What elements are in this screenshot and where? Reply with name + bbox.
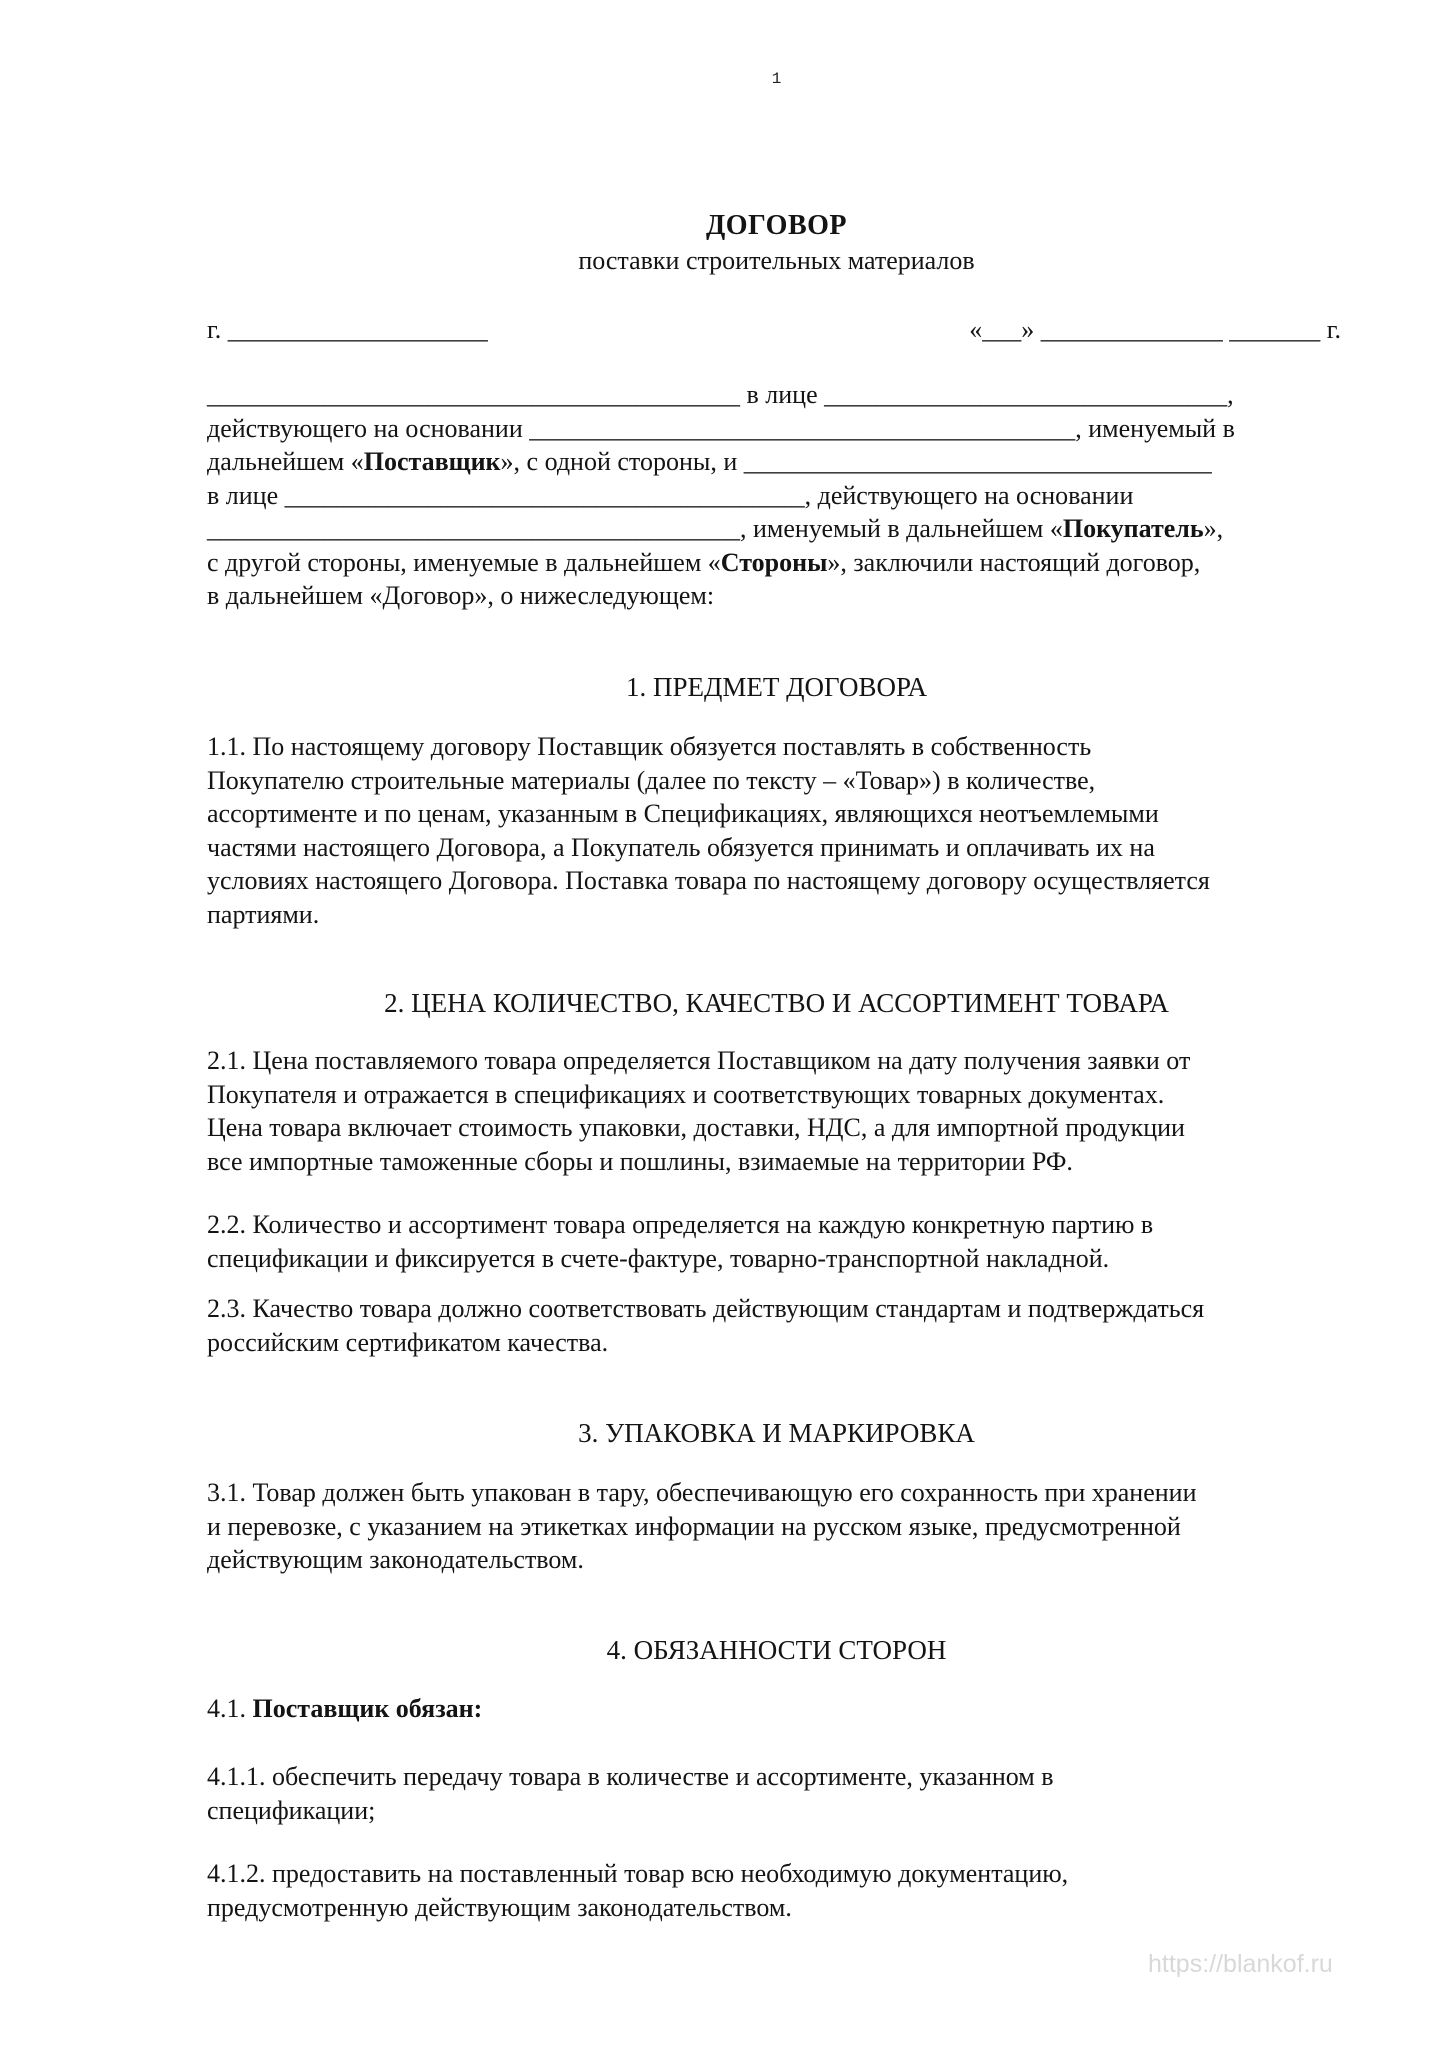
bold-term: Стороны xyxy=(720,547,828,577)
paragraph-line: 3.1. Товар должен быть упакован в тару, обеспечивающую его сохранность при хранении xyxy=(207,1478,1197,1507)
watermark-url: https://blankof.ru xyxy=(1148,1950,1333,1978)
paragraph-line: спецификации; xyxy=(207,1795,376,1825)
preamble-line: в дальнейшем «Договор», о нижеследующем: xyxy=(207,581,715,610)
preamble-line: _________________________________________, именуемый в дальнейшем «Покупатель», xyxy=(207,514,1224,543)
paragraph-line: 4.1.1. обеспечить передачу товара в количестве и ассортименте, указанном в xyxy=(207,1762,1054,1791)
preamble-line: действующего на основании __________________________________________, именуемый в xyxy=(207,413,1235,443)
paragraph-line: предусмотренную действующим законодательством. xyxy=(207,1892,792,1922)
city-line: г. ____________________ xyxy=(207,315,488,344)
paragraph-line: Покупателя и отражается в спецификациях и соответствующих товарных документах. xyxy=(207,1079,1165,1109)
paragraph-line: все импортные таможенные сборы и пошлины, взимаемые на территории РФ. xyxy=(207,1146,1073,1176)
section-paragraph xyxy=(207,1292,1339,1359)
preamble-line: дальнейшем «Поставщик», с одной стороны, и ____________________________________ xyxy=(207,447,1212,476)
section-title: 2. ЦЕНА КОЛИЧЕСТВО, КАЧЕСТВО И АССОРТИМЕНТ ТОВАРА xyxy=(384,988,1169,1018)
paragraph-line: 2.2. Количество и ассортимент товара определяется на каждую конкретную партию в xyxy=(207,1210,1154,1239)
paragraph-line: действующим законодательством. xyxy=(207,1545,584,1574)
section-paragraph xyxy=(207,730,1339,931)
section-paragraph xyxy=(207,1476,1339,1577)
paragraph-line: 2.1. Цена поставляемого товара определяется Поставщиком на дату получения заявки от xyxy=(207,1046,1191,1075)
document-title: ДОГОВОР xyxy=(706,210,847,241)
paragraph-line: Цена товара включает стоимость упаковки, доставки, НДС, а для импортной продукции xyxy=(207,1113,1185,1142)
bold-term: Поставщик обязан: xyxy=(252,1694,483,1723)
section-title: 3. УПАКОВКА И МАРКИРОВКА xyxy=(578,1418,975,1448)
paragraph-line: и перевозке, с указанием на этикетках информации на русском языке, предусмотренной xyxy=(207,1511,1181,1541)
bold-term: Покупатель xyxy=(1062,514,1204,543)
preamble-line: _________________________________________ в лице _______________________________, xyxy=(207,380,1234,409)
paragraph-line: спецификации и фиксируется в счете-фактуре, товарно-транспортной накладной. xyxy=(207,1243,1110,1273)
preamble-line: с другой стороны, именуемые в дальнейшем «Стороны», заключили настоящий договор, xyxy=(207,547,1201,577)
section-title: 4. ОБЯЗАННОСТИ СТОРОН xyxy=(606,1635,947,1665)
paragraph-line: 4.1.2. предоставить на поставленный товар всю необходимую документацию, xyxy=(207,1859,1069,1888)
paragraph-line: партиями. xyxy=(207,899,320,929)
paragraph-line: условиях настоящего Договора. Поставка товара по настоящему договору осуществляется xyxy=(207,866,1210,895)
paragraph-line: Покупателю строительные материалы (далее по тексту – «Товар») в количестве, xyxy=(207,765,1096,795)
paragraph-line: российским сертификатом качества. xyxy=(207,1327,609,1357)
section-paragraph xyxy=(207,1692,1339,1726)
bold-term: Поставщик xyxy=(363,447,501,476)
section-paragraph xyxy=(207,1857,1339,1924)
page-number: 1 xyxy=(771,70,782,88)
preamble-line: в лице ________________________________________, действующего на основании xyxy=(207,480,1134,510)
section-title: 1. ПРЕДМЕТ ДОГОВОРА xyxy=(625,672,928,702)
section-paragraph xyxy=(207,1760,1339,1827)
document-subtitle: поставки строительных материалов xyxy=(578,246,975,275)
paragraph-line: 2.3. Качество товара должно соответствовать действующим стандартам и подтверждаться xyxy=(207,1294,1205,1323)
paragraph-line: ассортименте и по ценам, указанным в Спецификациях, являющихся неотъемлемыми xyxy=(207,799,1159,828)
paragraph-line: 4.1. Поставщик обязан: xyxy=(207,1694,483,1723)
section-paragraph xyxy=(207,1208,1339,1275)
section-paragraph xyxy=(207,1044,1339,1178)
paragraph-line: 1.1. По настоящему договору Поставщик обязуется поставлять в собственность xyxy=(207,732,1092,761)
date-line: «___» ______________ _______ г. xyxy=(969,315,1341,344)
paragraph-line: частями настоящего Договора, а Покупатель обязуется принимать и оплачивать их на xyxy=(207,832,1155,862)
